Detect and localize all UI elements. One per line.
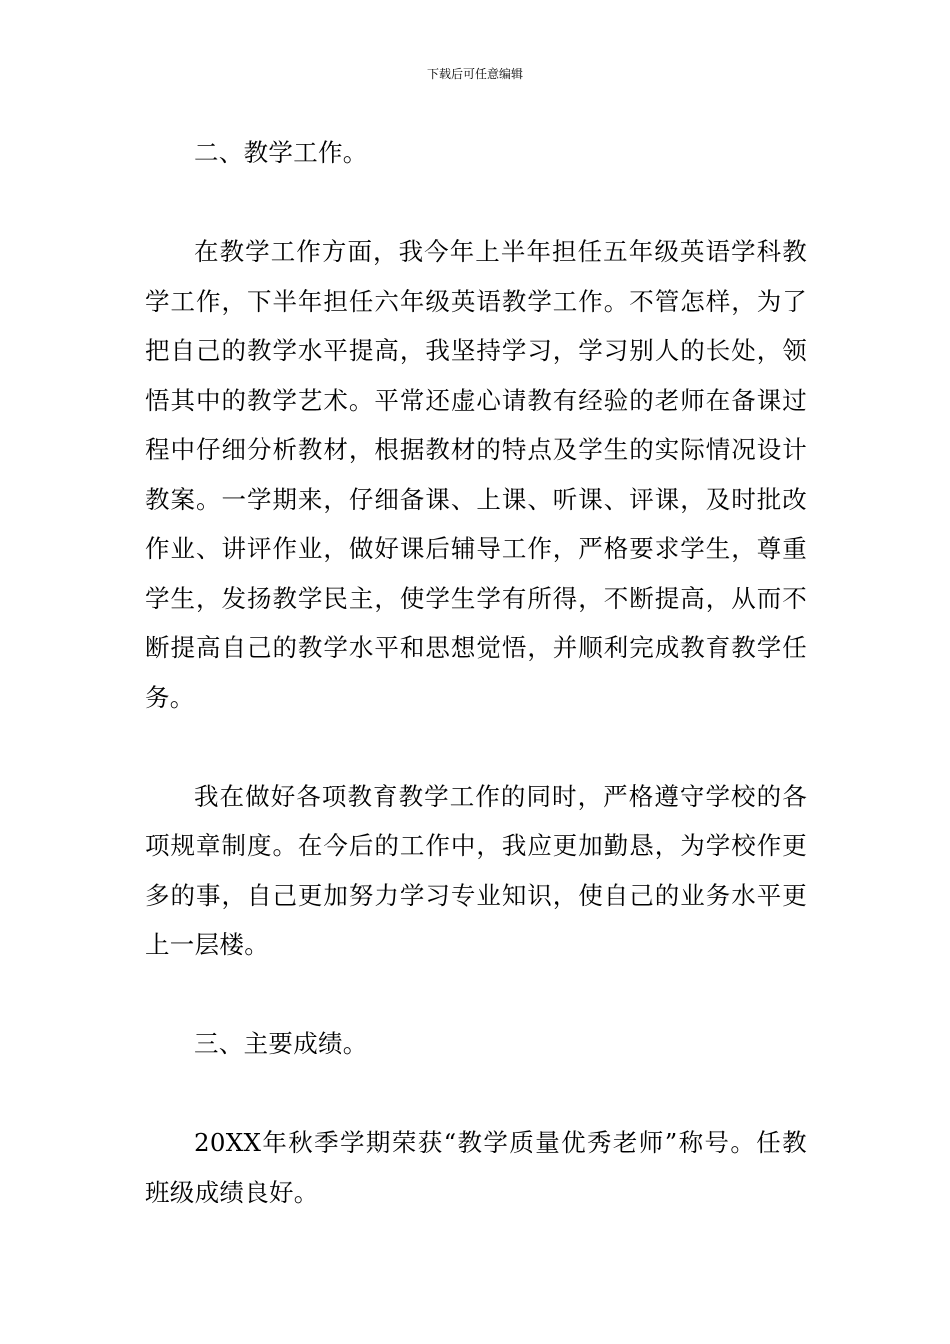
paragraph-rules-and-goals: 我在做好各项教育教学工作的同时，严格遵守学校的各项规章制度。在今后的工作中，我应更加勤恳，为学校作更多的事，自己更加努力学习专业知识，使自己的业务水平更上一层楼。 — [145, 781, 807, 959]
section-heading-teaching: 二、教学工作。 — [194, 138, 368, 167]
paragraph-achievements: 20XX年秋季学期荣获“教学质量优秀老师”称号。任教班级成绩良好。 — [145, 1128, 807, 1207]
paragraph-teaching-work: 在教学工作方面，我今年上半年担任五年级英语学科教学工作，下半年担任六年级英语教学工作。不管怎样，为了把自己的教学水平提高，我坚持学习，学习别人的长处，领悟其中的教学艺术。平常还虚心请教有经验的老师在备课过程中仔细分析教材，根据教材的特点及学生的实际情况设计教案。一学期来，仔细备课、上课、听课、评课，及时批改作业、讲评作业，做好课后辅导工作，严格要求学生，尊重学生，发扬教学民主，使学生学有所得，不断提高，从而不断提高自己的教学水平和思想觉悟，并顺利完成教育教学任务。 — [145, 237, 807, 712]
section-heading-achievements: 三、主要成绩。 — [194, 1029, 368, 1058]
page-header: 下载后可任意编辑 — [426, 67, 523, 81]
paragraph-gap — [145, 722, 807, 772]
document-body — [145, 128, 807, 1217]
paragraph-gap — [145, 970, 807, 1020]
paragraph-gap — [145, 1069, 807, 1119]
paragraph-gap — [145, 178, 807, 228]
